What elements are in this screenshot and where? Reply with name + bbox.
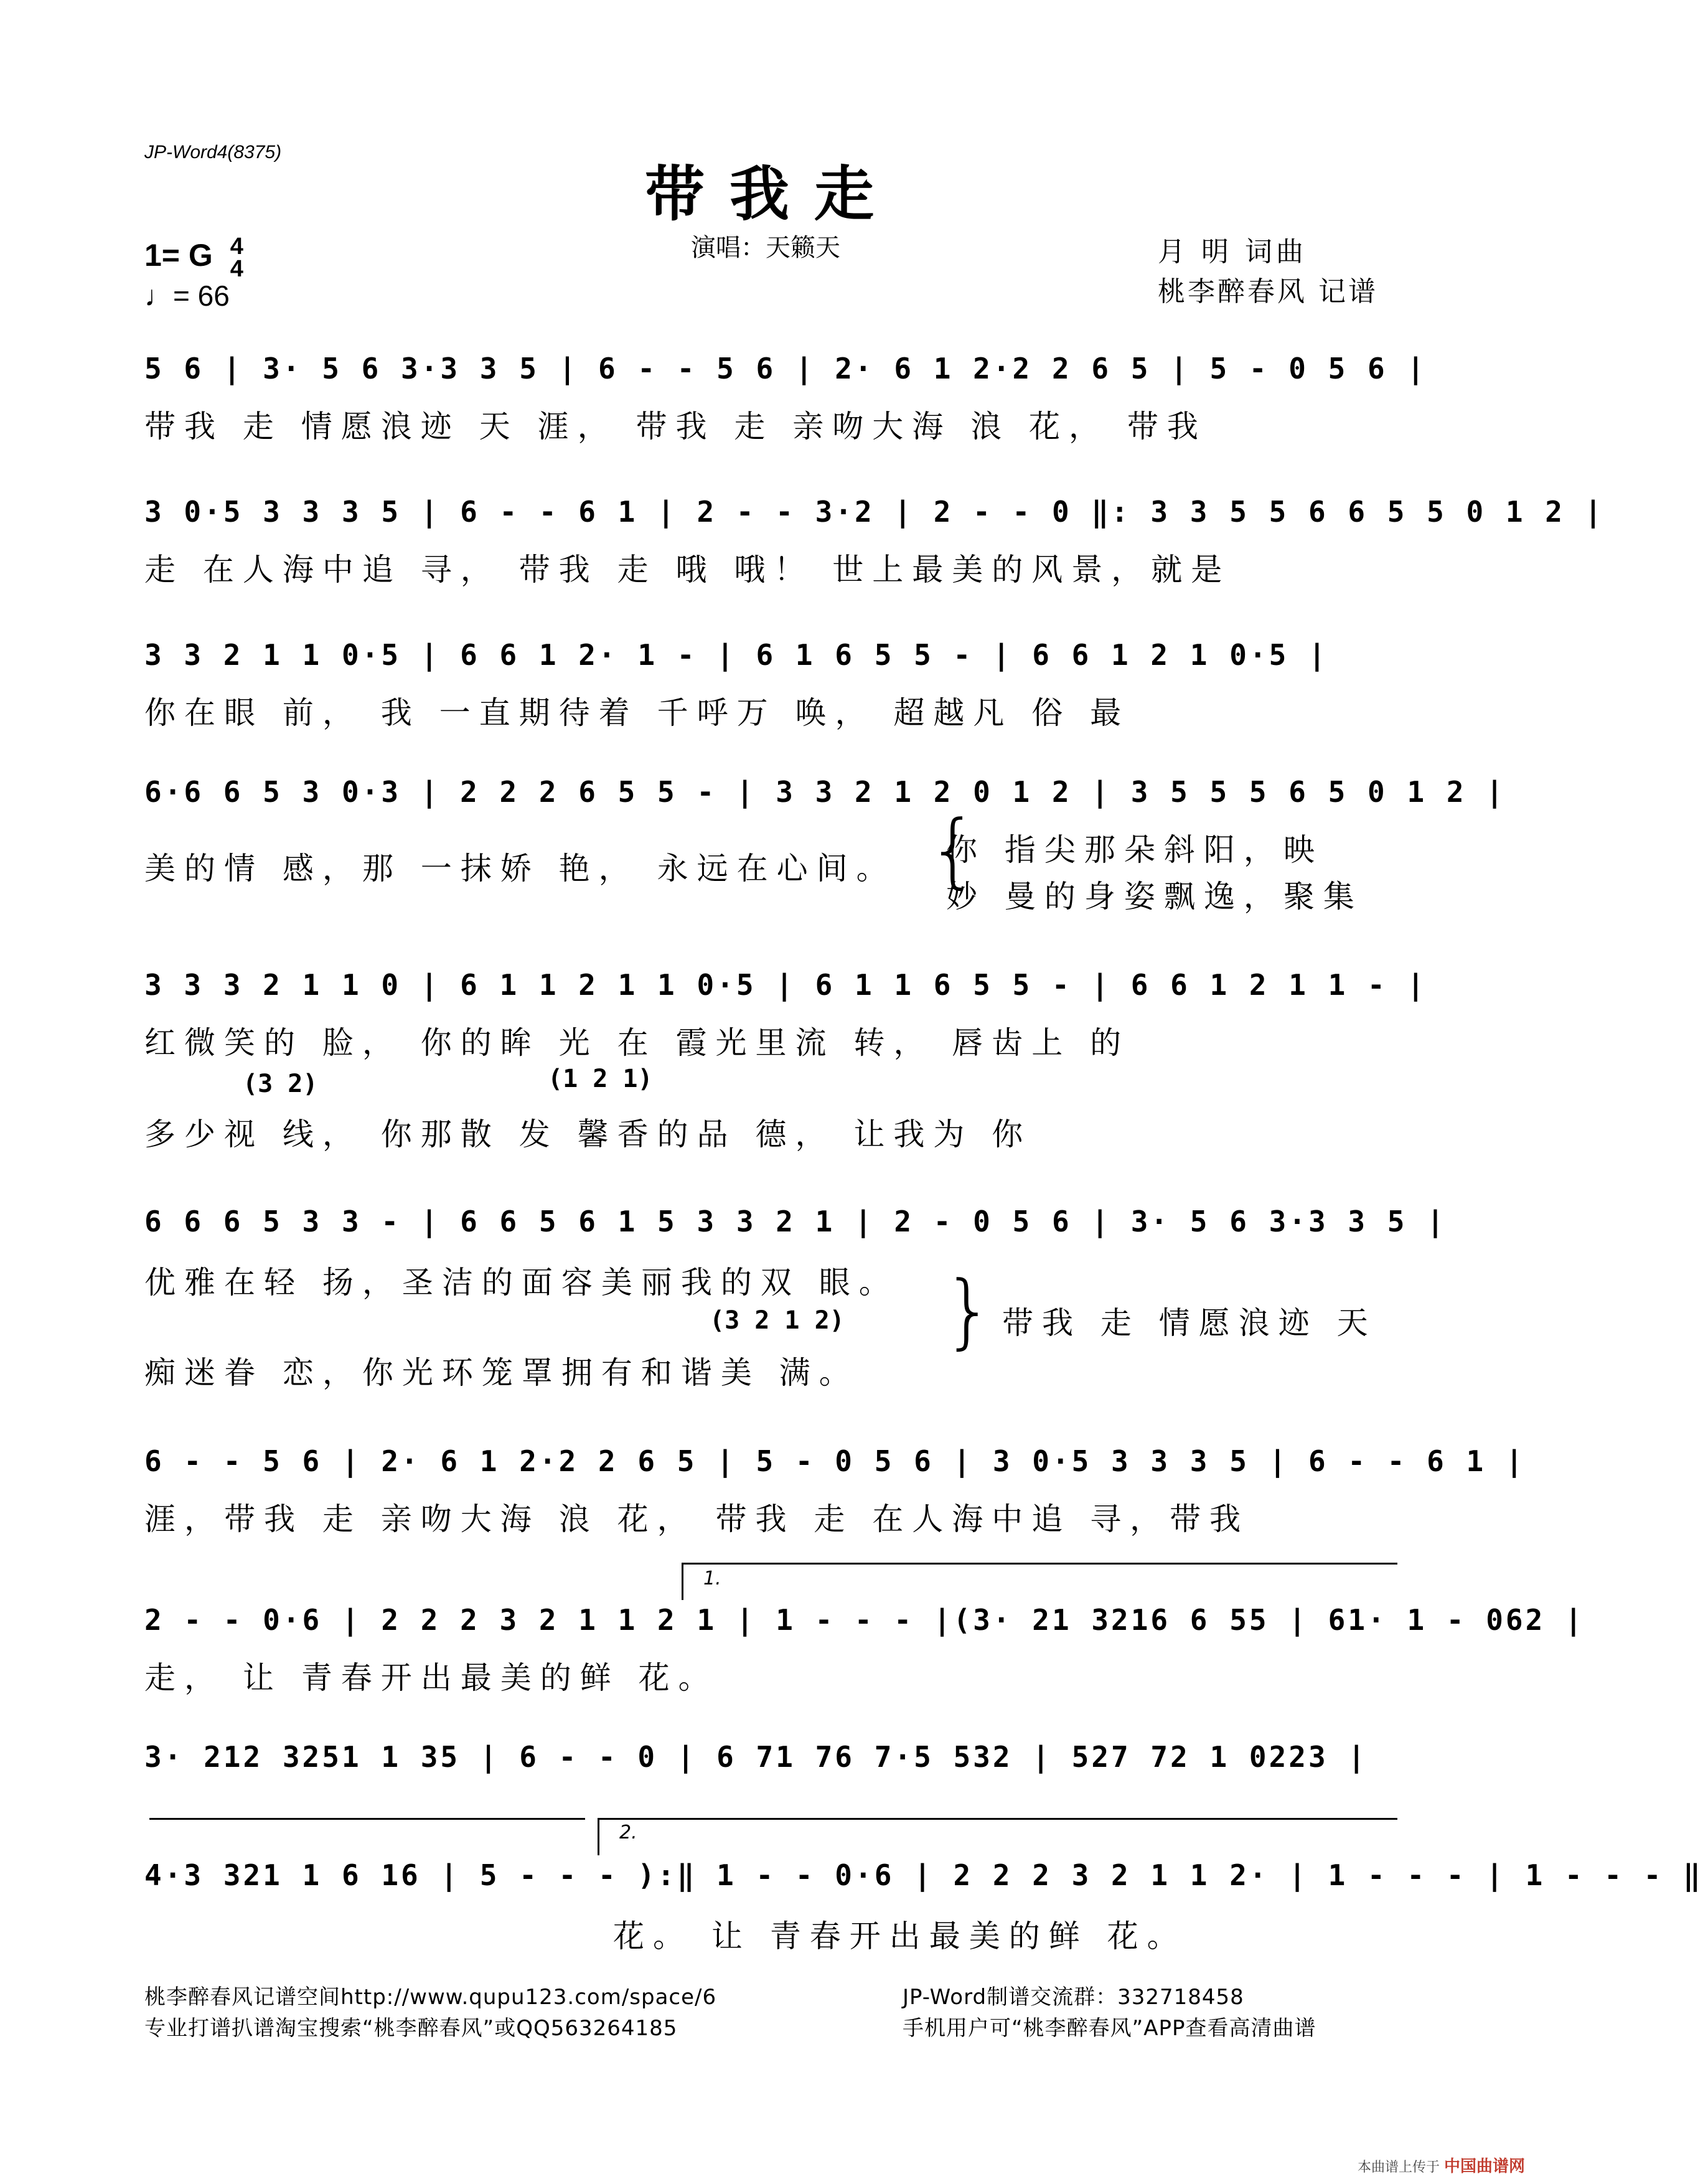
tempo-marking: ♩= 66 <box>144 280 230 312</box>
lyric-line-2: 走 在人海中追 寻， 带我 走 哦 哦！ 世上最美的风景，就是 <box>144 552 1231 588</box>
song-title: 带我走 <box>645 159 899 229</box>
ending-2-bracket <box>598 1818 1397 1820</box>
stamp-brand: 中国曲谱网 <box>1443 2157 1525 2176</box>
lyric-line-4a: 你 指尖那朵斜阳，映 <box>946 832 1323 868</box>
ending-1-bracket <box>682 1563 1397 1565</box>
lyric-line-8: 走， 让 青春开出最美的鲜 花。 <box>144 1660 718 1696</box>
lyric-line-1: 带我 走 情愿浪迹 天 涯， 带我 走 亲吻大海 浪 花， 带我 <box>144 408 1207 445</box>
notation-line-10: 4·3 321 1 6 16 | 5 - - - ):‖ 1 - - 0·6 | 2 2 2 3 2 1 1 2· | 1 - - - | 1 - - - ‖ <box>144 1858 1703 1892</box>
key-signature <box>144 235 243 280</box>
lyric-line-5b: 多少视 线， 你那散 发 馨香的品 德， 让我为 你 <box>144 1116 1032 1152</box>
lyric-line-10: 花。 让 青春开出最美的鲜 花。 <box>613 1918 1187 1954</box>
notation-line-2: 3 0·5 3 3 3 5 | 6 - - 6 1 | 2 - - 3·2 | 2 - - 0 ‖: 3 3 5 5 6 6 5 5 0 1 2 | <box>144 495 1605 529</box>
lyric-line-3: 你在眼 前， 我 一直期待着 千呼万 唤， 超越凡 俗 最 <box>144 695 1130 731</box>
time-denominator: 4 <box>230 256 243 282</box>
variant-notes-1: (3 2) <box>243 1070 318 1098</box>
time-numerator: 4 <box>230 233 243 260</box>
notation-line-5: 3 3 3 2 1 1 0 | 6 1 1 2 1 1 0·5 | 6 1 1 6 5 5 - | 6 6 1 2 1 1 - | <box>144 968 1427 1002</box>
footer-left-1: 桃李醉春风记谱空间http://www.qupu123.com/space/6 <box>144 1985 717 2010</box>
ending-2-label: 2. <box>619 1822 637 1843</box>
footer-right-2: 手机用户可“桃李醉春风”APP查看高清曲谱 <box>903 2016 1316 2041</box>
notation-line-6: 6 6 6 5 3 3 - | 6 6 5 6 1 5 3 3 2 1 | 2 - 0 5 6 | 3· 5 6 3·3 3 5 | <box>144 1205 1447 1238</box>
notation-line-8: 2 - - 0·6 | 2 2 2 3 2 1 1 2 1 | 1 - - - |(3· 21 3216 6 55 | 61· 1 - 062 | <box>144 1603 1585 1637</box>
key-label: 1= G <box>144 238 213 273</box>
lyric-line-4b: 妙 曼的身姿飘逸，聚集 <box>946 878 1363 915</box>
ending-1-continuation <box>149 1818 585 1820</box>
notation-line-1: 5 6 | 3· 5 6 3·3 3 5 | 6 - - 5 6 | 2· 6 1 2·2 2 6 5 | 5 - 0 5 6 | <box>144 352 1427 385</box>
verse-brace-2: { <box>940 1263 992 1358</box>
site-stamp <box>1358 2153 1525 2177</box>
time-signature <box>230 235 243 280</box>
footer-left-2: 专业打谱扒谱淘宝搜索“桃李醉春风”或QQ563264185 <box>144 2016 678 2041</box>
lyric-line-5: 红微笑的 脸， 你的眸 光 在 霞光里流 转， 唇齿上 的 <box>144 1025 1130 1061</box>
lyric-line-6c: 带我 走 情愿浪迹 天 <box>1002 1305 1377 1341</box>
footer-right-1: JP-Word制谱交流群：332718458 <box>903 1985 1244 2010</box>
lyric-line-6b: 痴迷眷 恋，你光环笼罩拥有和谐美 满。 <box>144 1355 859 1391</box>
source-label: JP-Word4(8375) <box>144 142 282 162</box>
notation-line-7: 6 - - 5 6 | 2· 6 1 2·2 2 6 5 | 5 - 0 5 6 | 3 0·5 3 3 3 5 | 6 - - 6 1 | <box>144 1444 1526 1478</box>
notation-line-4: 6·6 6 5 3 0·3 | 2 2 2 6 5 5 - | 3 3 2 1 2 0 1 2 | 3 5 5 5 6 5 0 1 2 | <box>144 775 1506 809</box>
lyric-line-7: 涯，带我 走 亲吻大海 浪 花， 带我 走 在人海中追 寻，带我 <box>144 1501 1250 1537</box>
scribe-credit: 桃李醉春风 记谱 <box>1158 276 1378 308</box>
notation-line-9: 3· 212 3251 1 35 | 6 - - 0 | 6 71 76 7·5 532 | 527 72 1 0223 | <box>144 1740 1368 1774</box>
variant-notes-2: (1 2 1) <box>548 1065 653 1093</box>
notation-line-3: 3 3 2 1 1 0·5 | 6 6 1 2· 1 - | 6 1 6 5 5 - | 6 6 1 2 1 0·5 | <box>144 638 1328 672</box>
ending-1-label: 1. <box>703 1568 721 1589</box>
singer-credit: 演唱：天籁天 <box>691 233 840 262</box>
verse-brace: { <box>927 803 979 897</box>
variant-notes-3: (3 2 1 2) <box>710 1306 845 1335</box>
lyric-line-6: 优雅在轻 扬，圣洁的面容美丽我的双 眼。 <box>144 1264 899 1301</box>
stamp-text: 本曲谱上传于 <box>1357 2160 1440 2175</box>
ending-1-bracket-left <box>682 1563 683 1600</box>
ending-2-bracket-left <box>598 1818 599 1855</box>
composer-credit: 月 明 词曲 <box>1158 236 1307 268</box>
lyric-line-4: 美的情 感，那 一抹娇 艳， 永远在心间。 <box>144 850 896 887</box>
